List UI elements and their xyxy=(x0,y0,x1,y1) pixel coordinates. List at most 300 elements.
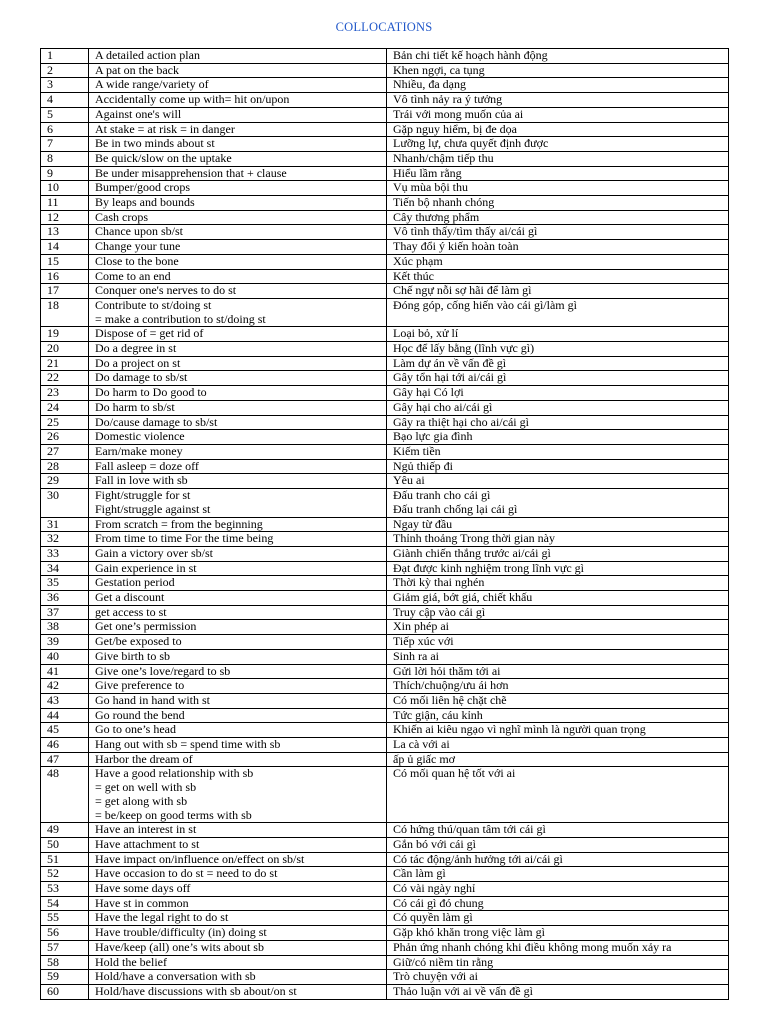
vietnamese-cell xyxy=(387,474,729,489)
row-number-cell: 53 xyxy=(41,882,89,897)
vietnamese-line: Khen ngợi, ca tụng xyxy=(393,62,485,77)
english-line: Have/keep (all) one’s wits about sb xyxy=(95,939,264,954)
table-row xyxy=(41,137,729,152)
vietnamese-line: Loại bỏ, xử lí xyxy=(393,326,459,341)
row-number-cell: 56 xyxy=(41,926,89,941)
row-number-cell: 2 xyxy=(41,63,89,78)
english-cell xyxy=(89,767,387,823)
vietnamese-cell xyxy=(387,93,729,108)
english-line: Close to the bone xyxy=(95,253,179,268)
english-line: Hold/have discussions with sb about/on st xyxy=(95,984,297,998)
english-cell xyxy=(89,122,387,137)
vietnamese-line: Thỉnh thoảng Trong thời gian này xyxy=(393,531,556,546)
vietnamese-line: Giành chiến thắng trước ai/cái gì xyxy=(393,545,551,560)
vietnamese-line: Yêu ai xyxy=(393,473,425,488)
english-cell xyxy=(89,489,387,517)
vietnamese-cell xyxy=(387,78,729,93)
english-cell xyxy=(89,664,387,679)
english-cell xyxy=(89,955,387,970)
english-cell xyxy=(89,151,387,166)
english-line: Contribute to st/doing st xyxy=(95,297,212,312)
row-number-cell: 19 xyxy=(41,327,89,342)
vietnamese-line: Ngủ thiếp đi xyxy=(393,458,453,473)
vietnamese-cell xyxy=(387,823,729,838)
vietnamese-line: Gửi lời hỏi thăm tới ai xyxy=(393,663,501,678)
english-cell xyxy=(89,723,387,738)
english-cell xyxy=(89,911,387,926)
table-row xyxy=(41,356,729,371)
english-line: Gain experience in st xyxy=(95,560,197,575)
english-line: Earn/make money xyxy=(95,443,183,458)
english-cell xyxy=(89,474,387,489)
english-cell xyxy=(89,679,387,694)
vietnamese-cell xyxy=(387,342,729,357)
vietnamese-cell xyxy=(387,371,729,386)
english-line: Go round the bend xyxy=(95,707,185,722)
table-row xyxy=(41,327,729,342)
vietnamese-line: Trái với mong muốn của ai xyxy=(393,106,524,121)
vietnamese-cell xyxy=(387,459,729,474)
english-cell xyxy=(89,63,387,78)
english-line: Do a degree in st xyxy=(95,341,177,356)
vietnamese-cell xyxy=(387,430,729,445)
vietnamese-line: Bạo lực gia đình xyxy=(393,429,473,444)
english-line: = get along with sb xyxy=(95,793,188,808)
vietnamese-cell xyxy=(387,664,729,679)
row-number-cell: 45 xyxy=(41,723,89,738)
english-line: Give birth to sb xyxy=(95,648,170,663)
english-cell xyxy=(89,415,387,430)
english-line: Be quick/slow on the uptake xyxy=(95,150,232,165)
english-cell xyxy=(89,430,387,445)
row-number-cell: 26 xyxy=(41,430,89,445)
table-row xyxy=(41,517,729,532)
table-row xyxy=(41,444,729,459)
row-number-cell: 58 xyxy=(41,955,89,970)
english-line: Have an interest in st xyxy=(95,822,197,837)
table-row xyxy=(41,896,729,911)
vietnamese-line: Phản ứng nhanh chóng khi điều không mong muốn xảy ra xyxy=(393,939,672,954)
table-row xyxy=(41,970,729,985)
table-row xyxy=(41,49,729,64)
vietnamese-cell xyxy=(387,49,729,64)
english-cell xyxy=(89,107,387,122)
row-number-cell: 22 xyxy=(41,371,89,386)
vietnamese-cell xyxy=(387,532,729,547)
vietnamese-cell xyxy=(387,926,729,941)
table-row xyxy=(41,576,729,591)
row-number-cell: 50 xyxy=(41,837,89,852)
english-cell xyxy=(89,210,387,225)
table-row xyxy=(41,210,729,225)
row-number-cell: 35 xyxy=(41,576,89,591)
row-number-cell: 41 xyxy=(41,664,89,679)
vietnamese-line: Nhiều, đa dạng xyxy=(393,77,466,92)
vietnamese-line: Thảo luận với ai về vấn đề gì xyxy=(393,984,533,998)
table-row xyxy=(41,386,729,401)
vietnamese-cell xyxy=(387,955,729,970)
vietnamese-cell xyxy=(387,911,729,926)
row-number-cell: 51 xyxy=(41,852,89,867)
english-cell xyxy=(89,444,387,459)
vietnamese-cell xyxy=(387,137,729,152)
vietnamese-line: Đạt được kinh nghiệm trong lĩnh vực gì xyxy=(393,560,584,575)
vietnamese-line: Có mối liên hệ chặt chẽ xyxy=(393,692,507,707)
english-line: Do damage to sb/st xyxy=(95,370,188,385)
english-line: A wide range/variety of xyxy=(95,77,209,92)
english-line: A pat on the back xyxy=(95,62,179,77)
vietnamese-line: Đấu tranh cho cái gì xyxy=(393,488,491,503)
table-row xyxy=(41,415,729,430)
english-cell xyxy=(89,49,387,64)
english-line: Fall in love with sb xyxy=(95,473,188,488)
vietnamese-cell xyxy=(387,576,729,591)
row-number-cell: 5 xyxy=(41,107,89,122)
english-cell xyxy=(89,400,387,415)
row-number-cell: 25 xyxy=(41,415,89,430)
vietnamese-cell xyxy=(387,254,729,269)
row-number-cell: 52 xyxy=(41,867,89,882)
english-cell xyxy=(89,459,387,474)
english-cell xyxy=(89,591,387,606)
vietnamese-cell xyxy=(387,767,729,823)
row-number-cell: 17 xyxy=(41,284,89,299)
table-row xyxy=(41,635,729,650)
table-row xyxy=(41,225,729,240)
row-number-cell: 42 xyxy=(41,679,89,694)
vietnamese-cell xyxy=(387,940,729,955)
vietnamese-cell xyxy=(387,752,729,767)
vietnamese-cell xyxy=(387,896,729,911)
vietnamese-line: Gây tổn hại tới ai/cái gì xyxy=(393,370,507,385)
english-line: Have impact on/influence on/effect on sb/st xyxy=(95,851,305,866)
vietnamese-cell xyxy=(387,284,729,299)
english-line: From time to time For the time being xyxy=(95,531,274,546)
table-row xyxy=(41,649,729,664)
vietnamese-line: Kiếm tiền xyxy=(393,443,441,458)
english-line: A detailed action plan xyxy=(95,48,200,62)
english-cell xyxy=(89,517,387,532)
table-row xyxy=(41,985,729,1000)
row-number-cell: 30 xyxy=(41,489,89,517)
english-line: Fight/struggle against st xyxy=(95,501,211,516)
vietnamese-line: Thích/chuộng/ưu ái hơn xyxy=(393,678,509,693)
row-number-cell: 6 xyxy=(41,122,89,137)
english-line: Have attachment to st xyxy=(95,836,200,851)
english-cell xyxy=(89,823,387,838)
row-number-cell: 34 xyxy=(41,561,89,576)
row-number-cell: 39 xyxy=(41,635,89,650)
vietnamese-cell xyxy=(387,546,729,561)
vietnamese-cell xyxy=(387,196,729,211)
row-number-cell: 11 xyxy=(41,196,89,211)
english-cell xyxy=(89,896,387,911)
english-line: Chance upon sb/st xyxy=(95,224,183,239)
english-line: Give preference to xyxy=(95,678,185,693)
english-line: = make a contribution to st/doing st xyxy=(95,311,266,326)
vietnamese-cell xyxy=(387,708,729,723)
table-row xyxy=(41,708,729,723)
vietnamese-line: Có cái gì đó chung xyxy=(393,895,484,910)
table-row xyxy=(41,371,729,386)
table-row xyxy=(41,459,729,474)
vietnamese-line: Tiến bộ nhanh chóng xyxy=(393,195,495,210)
vietnamese-cell xyxy=(387,852,729,867)
english-cell xyxy=(89,254,387,269)
table-row xyxy=(41,867,729,882)
english-line: Have some days off xyxy=(95,881,191,896)
table-row xyxy=(41,196,729,211)
english-line: Have a good relationship with sb xyxy=(95,766,254,781)
row-number-cell: 40 xyxy=(41,649,89,664)
vietnamese-cell xyxy=(387,738,729,753)
vietnamese-cell xyxy=(387,970,729,985)
row-number-cell: 7 xyxy=(41,137,89,152)
vietnamese-line: Tiếp xúc với xyxy=(393,634,454,649)
english-line: = be/keep on good terms with sb xyxy=(95,807,252,822)
english-line: Domestic violence xyxy=(95,429,185,444)
vietnamese-cell xyxy=(387,122,729,137)
vietnamese-line: Có vài ngày nghỉ xyxy=(393,881,476,896)
row-number-cell: 16 xyxy=(41,269,89,284)
english-line: Get a discount xyxy=(95,590,165,605)
table-row xyxy=(41,911,729,926)
table-row xyxy=(41,767,729,823)
table-row xyxy=(41,151,729,166)
english-cell xyxy=(89,78,387,93)
row-number-cell: 8 xyxy=(41,151,89,166)
english-cell xyxy=(89,342,387,357)
table-row xyxy=(41,181,729,196)
row-number-cell: 31 xyxy=(41,517,89,532)
english-cell xyxy=(89,620,387,635)
english-cell xyxy=(89,284,387,299)
table-row xyxy=(41,693,729,708)
vietnamese-line: Thay đổi ý kiến hoàn toàn xyxy=(393,239,519,254)
vietnamese-cell xyxy=(387,882,729,897)
table-row xyxy=(41,561,729,576)
english-line: Bumper/good crops xyxy=(95,180,190,195)
row-number-cell: 57 xyxy=(41,940,89,955)
vietnamese-line: Giữ/có niềm tin rằng xyxy=(393,954,494,969)
row-number-cell: 14 xyxy=(41,240,89,255)
table-row xyxy=(41,605,729,620)
english-line: Conquer one's nerves to do st xyxy=(95,283,237,298)
english-line: Fight/struggle for st xyxy=(95,488,191,503)
english-line: Harbor the dream of xyxy=(95,751,193,766)
table-row xyxy=(41,63,729,78)
table-row xyxy=(41,474,729,489)
english-cell xyxy=(89,225,387,240)
vietnamese-line: Giảm giá, bớt giá, chiết khấu xyxy=(393,590,533,605)
vietnamese-line: Học để lấy bằng (lĩnh vực gì) xyxy=(393,341,535,356)
english-cell xyxy=(89,985,387,1000)
vietnamese-line: ấp ủ giấc mơ xyxy=(393,751,455,766)
table-row xyxy=(41,166,729,181)
table-row xyxy=(41,298,729,326)
vietnamese-cell xyxy=(387,985,729,1000)
row-number-cell: 48 xyxy=(41,767,89,823)
english-line: Hold the belief xyxy=(95,954,167,969)
row-number-cell: 4 xyxy=(41,93,89,108)
row-number-cell: 38 xyxy=(41,620,89,635)
english-cell xyxy=(89,371,387,386)
row-number-cell: 23 xyxy=(41,386,89,401)
english-line: get access to st xyxy=(95,604,167,619)
english-line: Dispose of = get rid of xyxy=(95,326,204,341)
vietnamese-line: Xin phép ai xyxy=(393,619,449,634)
vietnamese-line: Đấu tranh chống lại cái gì xyxy=(393,501,518,516)
row-number-cell: 36 xyxy=(41,591,89,606)
table-row xyxy=(41,837,729,852)
vietnamese-cell xyxy=(387,151,729,166)
row-number-cell: 29 xyxy=(41,474,89,489)
vietnamese-line: Cần làm gì xyxy=(393,866,446,881)
english-line: Accidentally come up with= hit on/upon xyxy=(95,92,290,107)
english-cell xyxy=(89,708,387,723)
vietnamese-line: Ngay từ đầu xyxy=(393,516,453,531)
english-cell xyxy=(89,532,387,547)
vietnamese-line: Có tác động/ảnh hưởng tới ai/cái gì xyxy=(393,851,563,866)
vietnamese-line: Gây hại Có lợi xyxy=(393,385,464,400)
vietnamese-cell xyxy=(387,635,729,650)
row-number-cell: 47 xyxy=(41,752,89,767)
row-number-cell: 3 xyxy=(41,78,89,93)
table-row xyxy=(41,284,729,299)
row-number-cell: 43 xyxy=(41,693,89,708)
english-line: Give one’s love/regard to sb xyxy=(95,663,231,678)
english-cell xyxy=(89,240,387,255)
vietnamese-line: Tức giận, cáu kỉnh xyxy=(393,707,483,722)
vietnamese-cell xyxy=(387,415,729,430)
english-line: Do harm to Do good to xyxy=(95,385,207,400)
english-line: Against one's will xyxy=(95,106,182,121)
vietnamese-line: Hiểu lầm rằng xyxy=(393,165,462,180)
english-line: Have the legal right to do st xyxy=(95,910,229,925)
english-cell xyxy=(89,926,387,941)
english-cell xyxy=(89,561,387,576)
table-row xyxy=(41,882,729,897)
collocations-table xyxy=(40,48,729,1000)
english-cell xyxy=(89,93,387,108)
english-cell xyxy=(89,738,387,753)
row-number-cell: 46 xyxy=(41,738,89,753)
table-row xyxy=(41,122,729,137)
english-cell xyxy=(89,605,387,620)
vietnamese-cell xyxy=(387,356,729,371)
vietnamese-line: Vụ mùa bội thu xyxy=(393,180,468,195)
english-cell xyxy=(89,693,387,708)
english-cell xyxy=(89,196,387,211)
english-cell xyxy=(89,867,387,882)
table-row xyxy=(41,240,729,255)
vietnamese-cell xyxy=(387,517,729,532)
english-line: Get/be exposed to xyxy=(95,634,182,649)
english-line: Change your tune xyxy=(95,239,181,254)
english-line: Have occasion to do st = need to do st xyxy=(95,866,278,881)
vietnamese-cell xyxy=(387,225,729,240)
vietnamese-line: Truy cập vào cái gì xyxy=(393,604,486,619)
table-row xyxy=(41,489,729,517)
english-line: By leaps and bounds xyxy=(95,195,195,210)
english-cell xyxy=(89,327,387,342)
table-row xyxy=(41,852,729,867)
vietnamese-line: Kết thúc xyxy=(393,268,434,283)
vietnamese-line: Cây thương phẩm xyxy=(393,209,480,224)
vietnamese-cell xyxy=(387,327,729,342)
vietnamese-line: Gây hại cho ai/cái gì xyxy=(393,399,493,414)
vietnamese-line: Lưỡng lự, chưa quyết định được xyxy=(393,136,549,151)
vietnamese-cell xyxy=(387,386,729,401)
vietnamese-cell xyxy=(387,591,729,606)
row-number-cell: 37 xyxy=(41,605,89,620)
vietnamese-cell xyxy=(387,561,729,576)
vietnamese-line: Làm dự án về vấn đề gì xyxy=(393,355,507,370)
english-cell xyxy=(89,752,387,767)
row-number-cell: 13 xyxy=(41,225,89,240)
english-line: Cash crops xyxy=(95,209,148,224)
vietnamese-cell xyxy=(387,240,729,255)
english-line: Hold/have a conversation with sb xyxy=(95,969,256,984)
table-row xyxy=(41,620,729,635)
row-number-cell: 20 xyxy=(41,342,89,357)
table-row xyxy=(41,400,729,415)
vietnamese-cell xyxy=(387,298,729,326)
english-cell xyxy=(89,940,387,955)
english-cell xyxy=(89,166,387,181)
english-line: Gestation period xyxy=(95,575,175,590)
english-line: Be under misapprehension that + clause xyxy=(95,165,287,180)
row-number-cell: 15 xyxy=(41,254,89,269)
table-row xyxy=(41,591,729,606)
english-line: Have trouble/difficulty (in) doing st xyxy=(95,925,267,940)
english-line: Go to one’s head xyxy=(95,722,176,737)
vietnamese-cell xyxy=(387,620,729,635)
english-cell xyxy=(89,882,387,897)
vietnamese-line: Đóng góp, cống hiến vào cái gì/làm gì xyxy=(393,297,577,312)
table-row xyxy=(41,926,729,941)
english-line: Go hand in hand with st xyxy=(95,692,210,707)
english-line: Gain a victory over sb/st xyxy=(95,545,213,560)
table-row xyxy=(41,254,729,269)
row-number-cell: 9 xyxy=(41,166,89,181)
english-line: From scratch = from the beginning xyxy=(95,516,263,531)
row-number-cell: 55 xyxy=(41,911,89,926)
vietnamese-line: Vô tình nảy ra ý tưởng xyxy=(393,92,503,107)
vietnamese-line: Gắn bó với cái gì xyxy=(393,836,476,851)
vietnamese-cell xyxy=(387,444,729,459)
page-title: COLLOCATIONS xyxy=(335,20,433,34)
vietnamese-cell xyxy=(387,400,729,415)
table-row xyxy=(41,532,729,547)
row-number-cell: 28 xyxy=(41,459,89,474)
english-line: At stake = at risk = in danger xyxy=(95,121,235,136)
vietnamese-line: Có quyền làm gì xyxy=(393,910,473,925)
vietnamese-cell xyxy=(387,269,729,284)
table-row xyxy=(41,679,729,694)
english-line: Do/cause damage to sb/st xyxy=(95,414,218,429)
vietnamese-line: Nhanh/chậm tiếp thu xyxy=(393,150,494,165)
english-line: Have st in common xyxy=(95,895,189,910)
row-number-cell: 12 xyxy=(41,210,89,225)
vietnamese-line: Gây ra thiệt hại cho ai/cái gì xyxy=(393,414,529,429)
vietnamese-cell xyxy=(387,649,729,664)
row-number-cell: 54 xyxy=(41,896,89,911)
english-line: Get one’s permission xyxy=(95,619,197,634)
english-line: Come to an end xyxy=(95,268,171,283)
row-number-cell: 21 xyxy=(41,356,89,371)
vietnamese-cell xyxy=(387,693,729,708)
